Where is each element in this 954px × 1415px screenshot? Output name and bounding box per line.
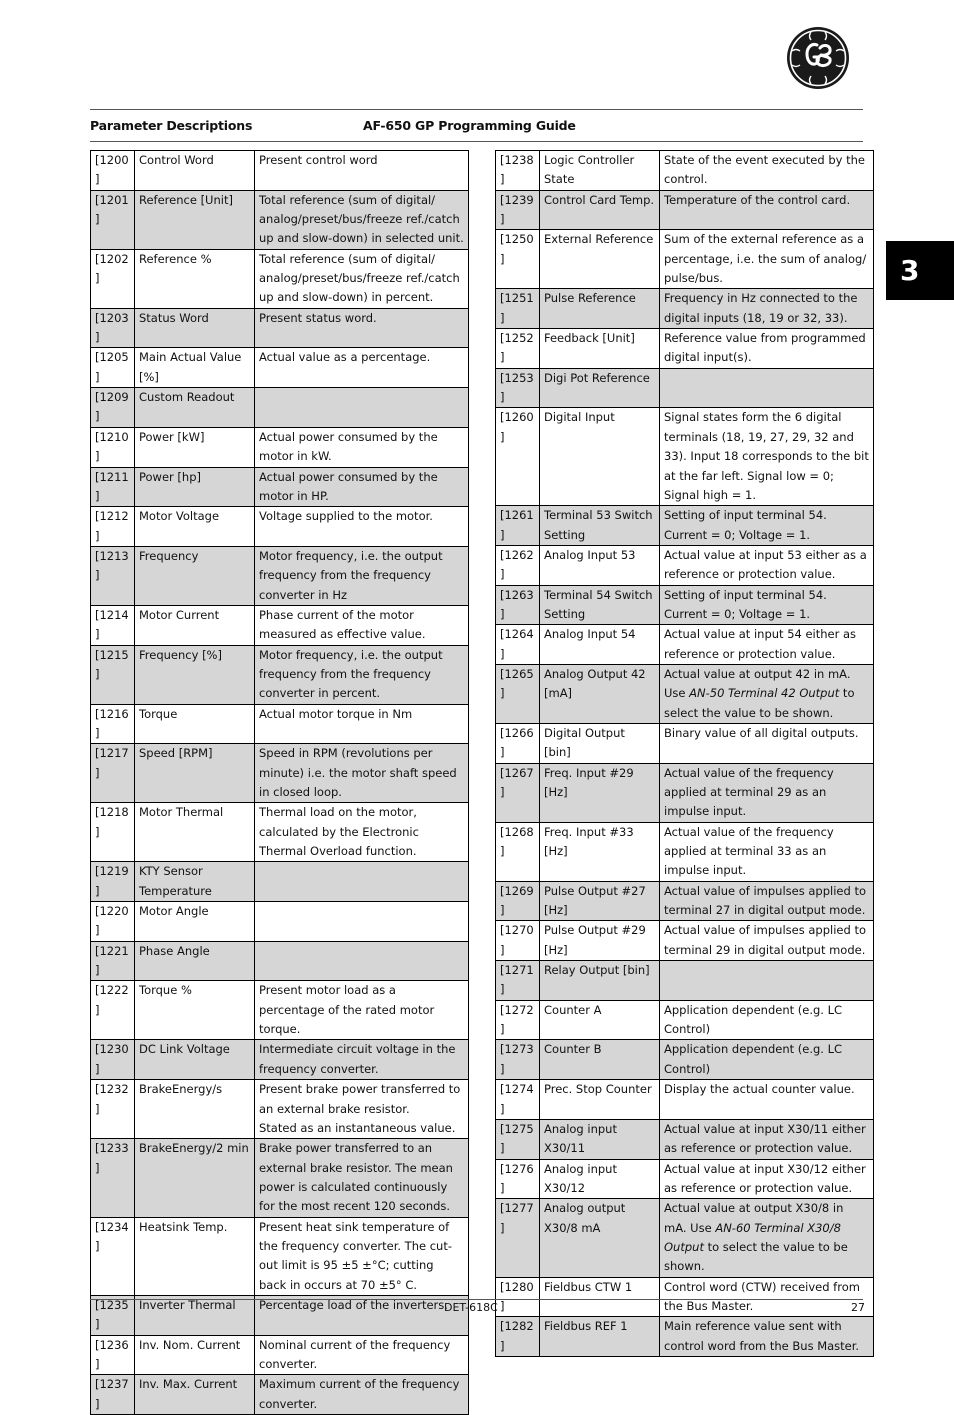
table-row (496, 763, 874, 822)
parameter-name: Counter A (540, 1000, 660, 1040)
table-row (496, 289, 874, 329)
parameter-id: [1209] (91, 388, 135, 428)
parameter-id: [1221] (91, 941, 135, 981)
parameter-name: Fieldbus CTW 1 (540, 1277, 660, 1317)
parameter-description: Present status word. (255, 308, 469, 348)
parameter-id: [1212] (91, 507, 135, 547)
header-rule-top (90, 109, 863, 110)
parameter-name: Digital Input (540, 408, 660, 506)
parameter-name: Torque % (135, 981, 255, 1040)
parameter-id: [1266] (496, 723, 540, 763)
parameter-id: [1269] (496, 881, 540, 921)
parameter-name: Inv. Nom. Current (135, 1335, 255, 1375)
parameter-description: Application dependent (e.g. LC Control) (660, 1000, 874, 1040)
parameter-description: Actual value at input X30/11 either as reference or protection value. (660, 1119, 874, 1159)
page-number: 27 (851, 1301, 865, 1314)
table-row (496, 961, 874, 1001)
parameter-id: [1217] (91, 744, 135, 803)
parameter-description: Present brake power transferred to an external brake resistor. Stated as an instantaneous value. (255, 1080, 469, 1139)
table-row (496, 1317, 874, 1357)
parameter-name: Power [hp] (135, 467, 255, 507)
table-row (91, 348, 469, 388)
parameter-description: Main reference value sent with control word from the Bus Master. (660, 1317, 874, 1357)
parameter-name: Inverter Thermal (135, 1295, 255, 1335)
parameter-id: [1253] (496, 368, 540, 408)
parameter-id: [1211] (91, 467, 135, 507)
parameter-description (255, 388, 469, 428)
parameter-description: Actual motor torque in Nm (255, 704, 469, 744)
table-row (496, 1277, 874, 1317)
parameter-description (255, 941, 469, 981)
parameter-description: Present heat sink temperature of the frequency converter. The cut-out limit is 95 ±5 ±°C; cutting back in occurs at 70 ±5° C. (255, 1217, 469, 1295)
parameter-reference: AN-50 Terminal 42 Output (689, 686, 840, 701)
table-row (496, 1159, 874, 1199)
table-row (91, 546, 469, 605)
parameter-description: Present control word (255, 151, 469, 191)
table-row (91, 190, 469, 249)
parameter-name: Analog Output 42 [mA] (540, 664, 660, 723)
parameter-description: Motor frequency, i.e. the output frequency from the frequency converter in percent. (255, 645, 469, 704)
parameter-description (660, 368, 874, 408)
parameter-id: [1275] (496, 1119, 540, 1159)
table-row (496, 408, 874, 506)
table-row (91, 645, 469, 704)
parameter-id: [1236] (91, 1335, 135, 1375)
parameter-description: Actual value at input 53 either as a reference or protection value. (660, 545, 874, 585)
table-row (91, 744, 469, 803)
parameter-description: Frequency in Hz connected to the digital inputs (18, 19 or 32, 33). (660, 289, 874, 329)
table-row (91, 1335, 469, 1375)
parameter-name: Pulse Output #27 [Hz] (540, 881, 660, 921)
parameter-table-right (495, 150, 874, 1357)
parameter-id: [1201] (91, 190, 135, 249)
parameter-description: Actual value of impulses applied to terminal 27 in digital output mode. (660, 881, 874, 921)
parameter-name: Main Actual Value [%] (135, 348, 255, 388)
parameter-id: [1202] (91, 249, 135, 308)
parameter-name: Analog Input 54 (540, 625, 660, 665)
parameter-name: Heatsink Temp. (135, 1217, 255, 1295)
parameter-name: Feedback [Unit] (540, 329, 660, 369)
parameter-name: Frequency [%] (135, 645, 255, 704)
parameter-id: [1222] (91, 981, 135, 1040)
table-row (496, 545, 874, 585)
parameter-id: [1263] (496, 585, 540, 625)
parameter-description: Setting of input terminal 54. Current = 0; Voltage = 1. (660, 506, 874, 546)
parameter-description: Percentage load of the inverters. (255, 1295, 469, 1335)
table-row (91, 308, 469, 348)
parameter-description: Control word (CTW) received from the Bus Master. (660, 1277, 874, 1317)
parameter-name: Torque (135, 704, 255, 744)
document-code: DET-618C (444, 1301, 498, 1314)
parameter-id: [1232] (91, 1080, 135, 1139)
parameter-name: Reference [Unit] (135, 190, 255, 249)
parameter-description (660, 1199, 874, 1277)
parameter-id: [1219] (91, 862, 135, 902)
parameter-name: Prec. Stop Counter (540, 1080, 660, 1120)
table-row (91, 151, 469, 191)
parameter-id: [1282] (496, 1317, 540, 1357)
parameter-description: Actual value of the frequency applied at terminal 29 as an impulse input. (660, 763, 874, 822)
parameter-description: Actual value at input X30/12 either as reference or protection value. (660, 1159, 874, 1199)
parameter-id: [1252] (496, 329, 540, 369)
parameter-name: Motor Current (135, 605, 255, 645)
parameter-description: Present motor load as a percentage of the rated motor torque. (255, 981, 469, 1040)
parameter-id: [1203] (91, 308, 135, 348)
parameter-id: [1264] (496, 625, 540, 665)
parameter-description: Display the actual counter value. (660, 1080, 874, 1120)
parameter-id: [1235] (91, 1295, 135, 1335)
parameter-description: Actual value as a percentage. (255, 348, 469, 388)
parameter-description: Thermal load on the motor, calculated by the Electronic Thermal Overload function. (255, 803, 469, 862)
parameter-name: Logic Controller State (540, 151, 660, 191)
description-text: Actual value at output 42 in mA. Use (664, 666, 851, 701)
parameter-id: [1200] (91, 151, 135, 191)
table-row (496, 664, 874, 723)
parameter-id: [1250] (496, 230, 540, 289)
parameter-id: [1267] (496, 763, 540, 822)
parameter-id: [1210] (91, 427, 135, 467)
ge-logo (786, 26, 850, 90)
parameter-description: Setting of input terminal 54. Current = 0; Voltage = 1. (660, 585, 874, 625)
table-row (91, 704, 469, 744)
parameter-name: Digital Output [bin] (540, 723, 660, 763)
table-row (91, 902, 469, 942)
table-row (91, 1040, 469, 1080)
parameter-id: [1239] (496, 190, 540, 230)
table-row (496, 506, 874, 546)
parameter-description: Reference value from programmed digital input(s). (660, 329, 874, 369)
parameter-id: [1213] (91, 546, 135, 605)
parameter-name: Pulse Output #29 [Hz] (540, 921, 660, 961)
parameter-name: Digi Pot Reference (540, 368, 660, 408)
parameter-description: Actual value at input 54 either as reference or protection value. (660, 625, 874, 665)
parameter-id: [1265] (496, 664, 540, 723)
parameter-name: KTY Sensor Temperature (135, 862, 255, 902)
table-row (91, 249, 469, 308)
parameter-id: [1215] (91, 645, 135, 704)
parameter-name: Terminal 54 Switch Setting (540, 585, 660, 625)
table-row (91, 941, 469, 981)
parameter-id: [1214] (91, 605, 135, 645)
table-row (91, 605, 469, 645)
parameter-id: [1260] (496, 408, 540, 506)
guide-title: AF-650 GP Programming Guide (363, 118, 576, 133)
table-row (91, 981, 469, 1040)
parameter-name: Terminal 53 Switch Setting (540, 506, 660, 546)
table-row (496, 230, 874, 289)
table-row (496, 190, 874, 230)
table-row (91, 388, 469, 428)
table-row (496, 1199, 874, 1277)
parameter-id: [1262] (496, 545, 540, 585)
parameter-id: [1261] (496, 506, 540, 546)
parameter-description: Actual power consumed by the motor in HP. (255, 467, 469, 507)
parameter-id: [1238] (496, 151, 540, 191)
parameter-name: BrakeEnergy/2 min (135, 1139, 255, 1217)
parameter-name: External Reference (540, 230, 660, 289)
parameter-description: Voltage supplied to the motor. (255, 507, 469, 547)
parameter-id: [1273] (496, 1040, 540, 1080)
parameter-name: Freq. Input #29 [Hz] (540, 763, 660, 822)
parameter-name: Control Word (135, 151, 255, 191)
table-row (496, 1000, 874, 1040)
table-row (496, 1080, 874, 1120)
parameter-name: Inv. Max. Current (135, 1375, 255, 1415)
parameter-description: State of the event executed by the control. (660, 151, 874, 191)
parameter-description (255, 902, 469, 942)
table-row (496, 368, 874, 408)
table-row (91, 467, 469, 507)
table-row (496, 625, 874, 665)
parameter-id: [1280] (496, 1277, 540, 1317)
parameter-description: Motor frequency, i.e. the output frequency from the frequency converter in Hz (255, 546, 469, 605)
table-row (91, 1295, 469, 1335)
parameter-description: Intermediate circuit voltage in the frequency converter. (255, 1040, 469, 1080)
table-row (496, 1119, 874, 1159)
table-row (91, 1139, 469, 1217)
table-row (496, 1040, 874, 1080)
parameter-name: Analog Input 53 (540, 545, 660, 585)
parameter-name: Analog input X30/12 (540, 1159, 660, 1199)
table-row (91, 507, 469, 547)
parameter-description: Actual power consumed by the motor in kW. (255, 427, 469, 467)
description-text: to select the value to be shown. (664, 686, 855, 720)
parameter-description: Actual value of impulses applied to terminal 29 in digital output mode. (660, 921, 874, 961)
chapter-tab: 3 (886, 241, 954, 300)
parameter-name: Reference % (135, 249, 255, 308)
parameter-description: Speed in RPM (revolutions per minute) i.e. the motor shaft speed in closed loop. (255, 744, 469, 803)
parameter-description: Maximum current of the frequency converter. (255, 1375, 469, 1415)
parameter-name: Relay Output [bin] (540, 961, 660, 1001)
description-text: Actual value at output X30/8 in mA. Use (664, 1201, 844, 1235)
parameter-id: [1277] (496, 1199, 540, 1277)
parameter-name: Status Word (135, 308, 255, 348)
parameter-id: [1251] (496, 289, 540, 329)
parameter-description: Total reference (sum of digital/ analog/preset/bus/freeze ref./catch up and slow-down) in selected unit. (255, 190, 469, 249)
parameter-name: Control Card Temp. (540, 190, 660, 230)
table-row (496, 822, 874, 881)
parameter-name: Speed [RPM] (135, 744, 255, 803)
parameter-name: Power [kW] (135, 427, 255, 467)
parameter-name: Fieldbus REF 1 (540, 1317, 660, 1357)
description-text: to select the value to be shown. (664, 1239, 848, 1274)
parameter-description: Phase current of the motor measured as effective value. (255, 605, 469, 645)
parameter-id: [1220] (91, 902, 135, 942)
parameter-name: Counter B (540, 1040, 660, 1080)
parameter-id: [1272] (496, 1000, 540, 1040)
table-row (91, 1375, 469, 1415)
footer-rule (90, 1299, 863, 1300)
parameter-description: Nominal current of the frequency converter. (255, 1335, 469, 1375)
parameter-description: Sum of the external reference as a percentage, i.e. the sum of analog/ pulse/bus. (660, 230, 874, 289)
parameter-id: [1270] (496, 921, 540, 961)
parameter-name: Phase Angle (135, 941, 255, 981)
table-row (496, 723, 874, 763)
parameter-description (255, 862, 469, 902)
parameter-description: Actual value of the frequency applied at terminal 33 as an impulse input. (660, 822, 874, 881)
table-row (91, 803, 469, 862)
parameter-name: Analog input X30/11 (540, 1119, 660, 1159)
parameter-id: [1230] (91, 1040, 135, 1080)
parameter-id: [1205] (91, 348, 135, 388)
parameter-name: Motor Thermal (135, 803, 255, 862)
parameter-description: Total reference (sum of digital/ analog/preset/bus/freeze ref./catch up and slow-down) in percent. (255, 249, 469, 308)
table-row (496, 329, 874, 369)
parameter-reference: AN-60 Terminal X30/8 Output (664, 1220, 841, 1254)
parameter-id: [1216] (91, 704, 135, 744)
table-row (91, 1217, 469, 1295)
table-row (496, 151, 874, 191)
parameter-id: [1271] (496, 961, 540, 1001)
parameter-name: Custom Readout (135, 388, 255, 428)
table-row (496, 921, 874, 961)
table-row (496, 881, 874, 921)
table-row (91, 427, 469, 467)
table-row (91, 1080, 469, 1139)
parameter-description (660, 961, 874, 1001)
parameter-description: Application dependent (e.g. LC Control) (660, 1040, 874, 1080)
parameter-name: DC Link Voltage (135, 1040, 255, 1080)
table-row (91, 862, 469, 902)
parameter-name: Freq. Input #33 [Hz] (540, 822, 660, 881)
parameter-id: [1218] (91, 803, 135, 862)
parameter-id: [1237] (91, 1375, 135, 1415)
parameter-description: Binary value of all digital outputs. (660, 723, 874, 763)
parameter-description: Brake power transferred to an external brake resistor. The mean power is calculated continuously for the most recent 120 seconds. (255, 1139, 469, 1217)
parameter-name: Motor Angle (135, 902, 255, 942)
table-row (496, 585, 874, 625)
parameter-name: Pulse Reference (540, 289, 660, 329)
parameter-id: [1234] (91, 1217, 135, 1295)
parameter-description (660, 664, 874, 723)
parameter-name: Frequency (135, 546, 255, 605)
parameter-name: Motor Voltage (135, 507, 255, 547)
parameter-name: BrakeEnergy/s (135, 1080, 255, 1139)
parameter-description: Temperature of the control card. (660, 190, 874, 230)
parameter-id: [1268] (496, 822, 540, 881)
parameter-description: Signal states form the 6 digital terminals (18, 19, 27, 29, 32 and 33). Input 18 corresponds to the bit at the far left. Signal low = 0; Signal high = 1. (660, 408, 874, 506)
parameter-name: Analog output X30/8 mA (540, 1199, 660, 1277)
parameter-id: [1274] (496, 1080, 540, 1120)
section-title: Parameter Descriptions (90, 118, 253, 133)
parameter-id: [1276] (496, 1159, 540, 1199)
parameter-id: [1233] (91, 1139, 135, 1217)
header-rule-bottom (90, 141, 863, 142)
parameter-table-left (90, 150, 469, 1415)
